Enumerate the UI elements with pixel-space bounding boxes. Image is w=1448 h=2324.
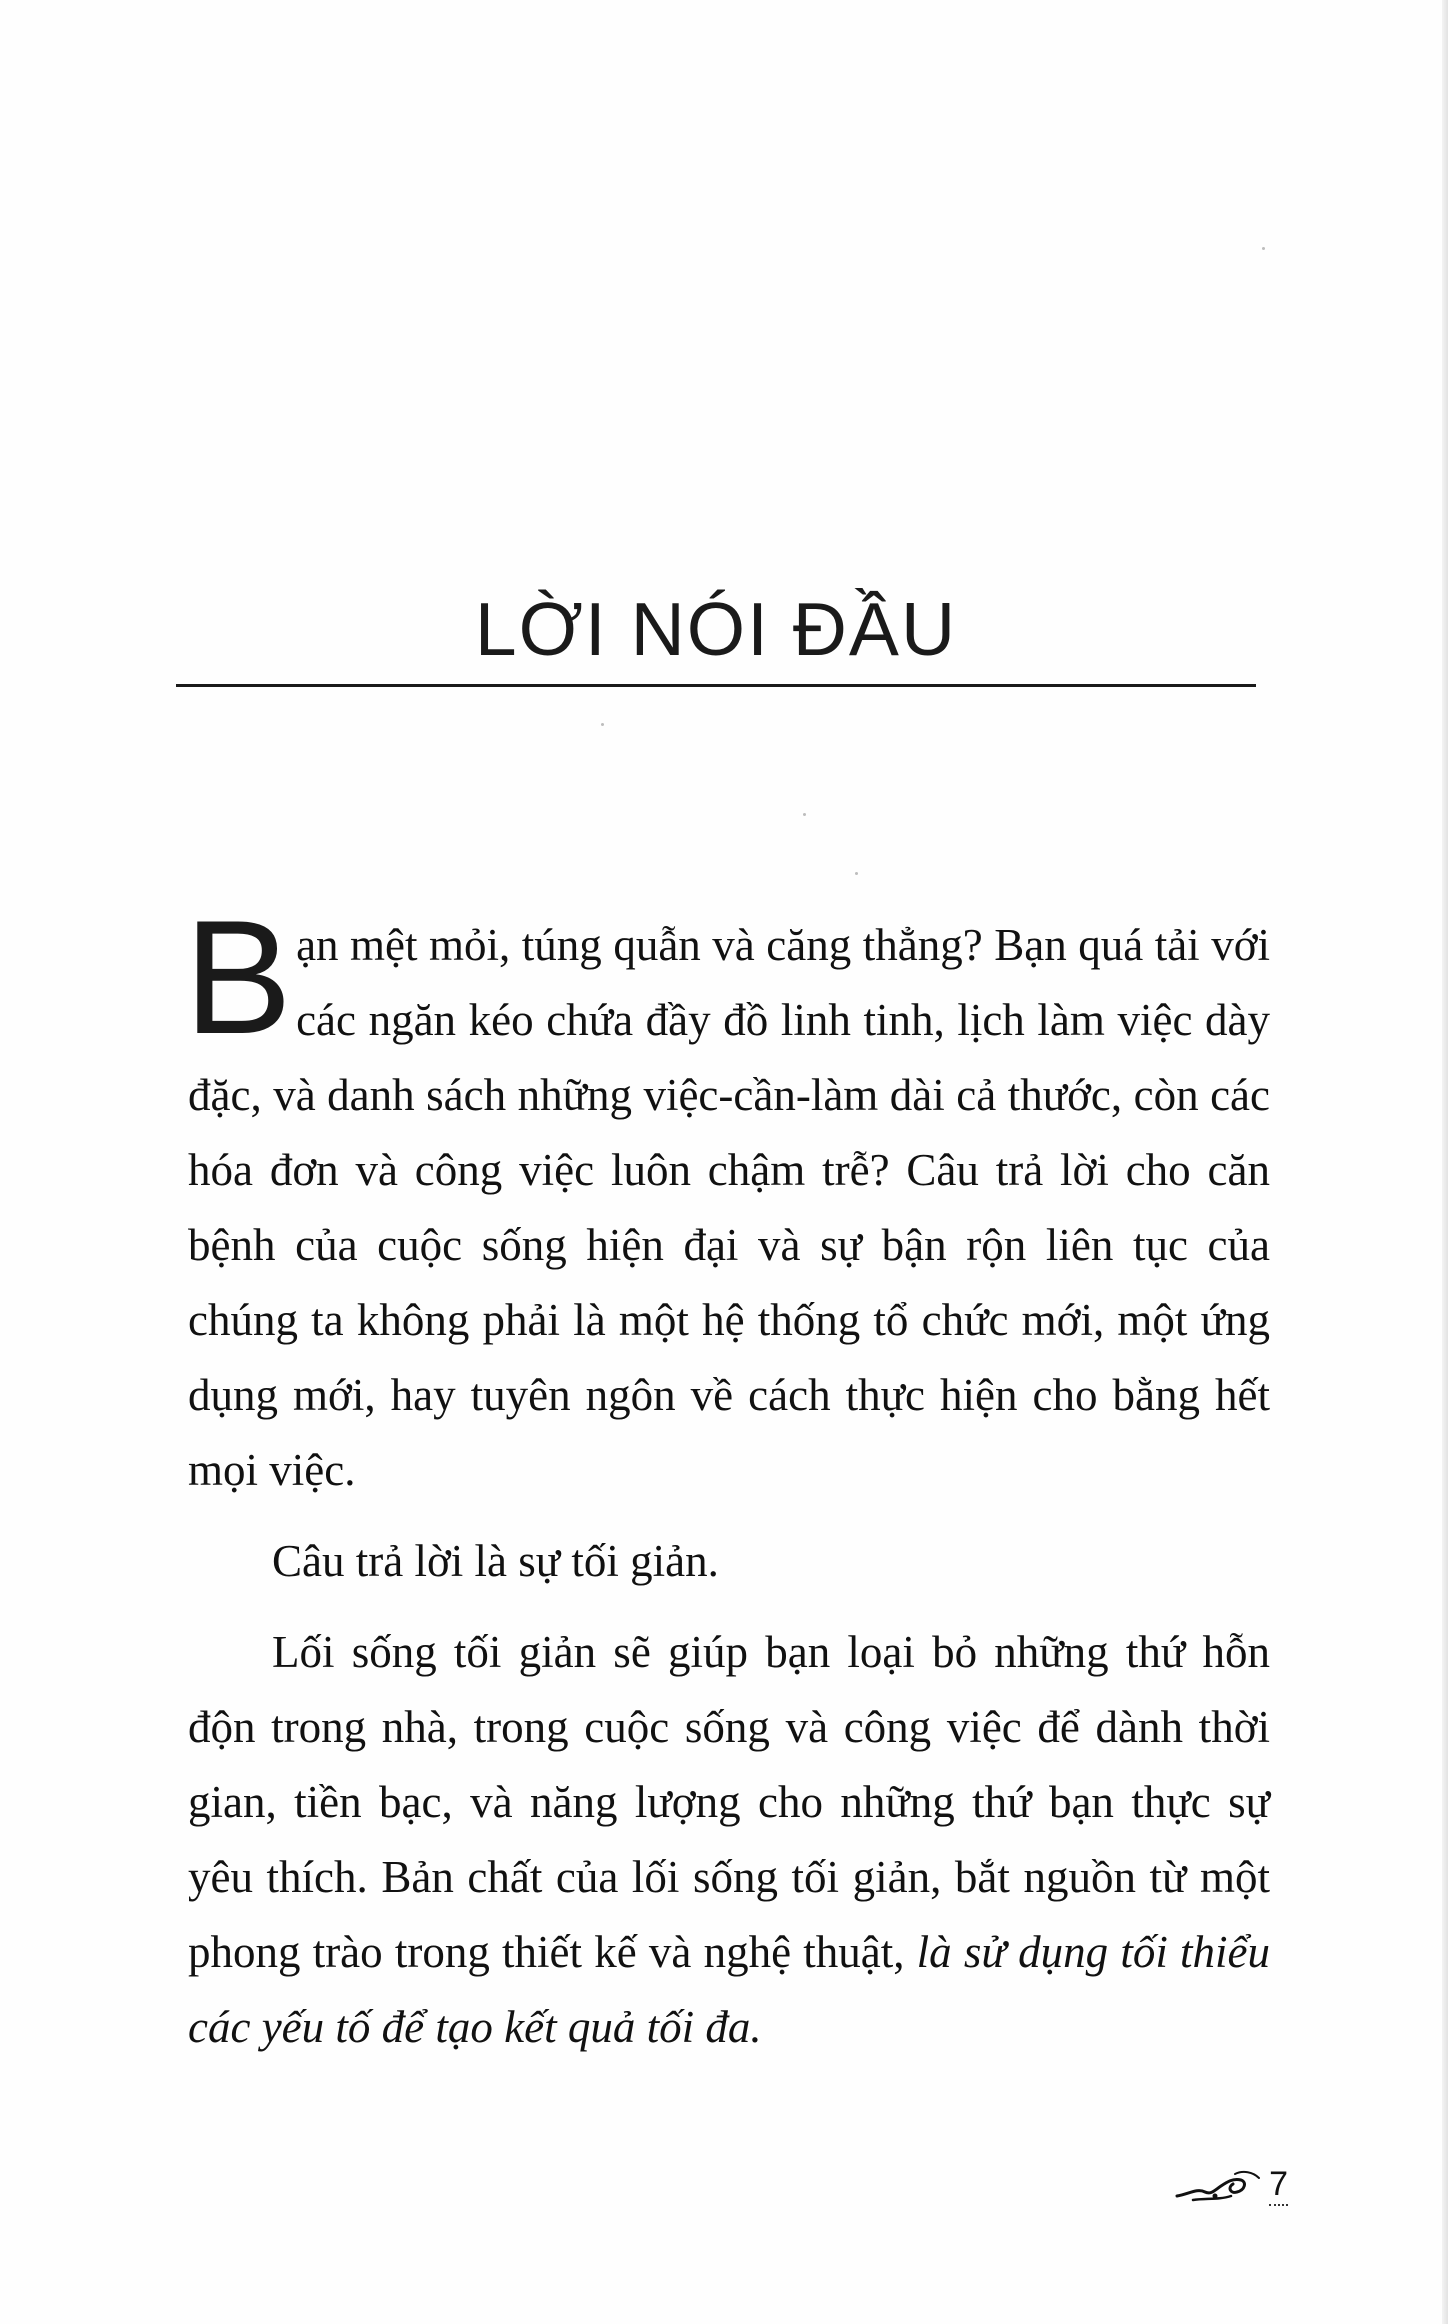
paper-speck	[601, 723, 604, 726]
flourish-icon	[1175, 2166, 1261, 2206]
drop-cap: B	[184, 887, 293, 1068]
page-edge	[1442, 0, 1448, 2324]
paragraph-3	[188, 1615, 1270, 2065]
page-footer	[1175, 2156, 1288, 2206]
page-number: 7	[1269, 2164, 1288, 2206]
paper-speck	[803, 813, 806, 816]
paper-speck	[855, 872, 858, 875]
paragraph-3-text: Lối sống tối giản sẽ giúp bạn loại bỏ những thứ hỗn độn trong nhà, trong cuộc sống và công việc để dành thời gian, tiền bạc, và năng lượng cho những thứ bạn thực sự yêu thích. Bản chất của lối sống tối giản, bắt nguồn từ một phong trào trong thiết kế và nghệ thuật,	[188, 1627, 1270, 1977]
chapter-body	[184, 887, 1271, 2065]
paper-speck	[1262, 247, 1265, 250]
title-rule	[176, 684, 1256, 687]
chapter-title: LỜI NÓI ĐẦU	[474, 587, 958, 671]
paragraph-3-emphasis: là sử dụng tối thiểu các yếu tố để tạo kết quả tối đa.	[188, 1927, 1271, 2052]
paragraph-1	[184, 887, 1270, 1508]
paragraph-2-text: Câu trả lời là sự tối giản.	[272, 1536, 719, 1586]
paragraph-1-text: ạn mệt mỏi, túng quẫn và căng thẳng? Bạn quá tải với các ngăn kéo chứa đầy đồ linh tinh, lịch làm việc dày đặc, và danh sách những việc-cần-làm dài cả thước, còn các hóa đơn và công việc luôn chậm trễ? Câu trả lời cho căn bệnh của cuộc sống hiện đại và sự bận rộn liên tục của chúng ta không phải là một hệ thống tổ chức mới, một ứng dụng mới, hay tuyên ngôn về cách thực hiện cho bằng hết mọi việc.	[188, 920, 1270, 1495]
paragraph-2	[188, 1524, 1270, 1599]
